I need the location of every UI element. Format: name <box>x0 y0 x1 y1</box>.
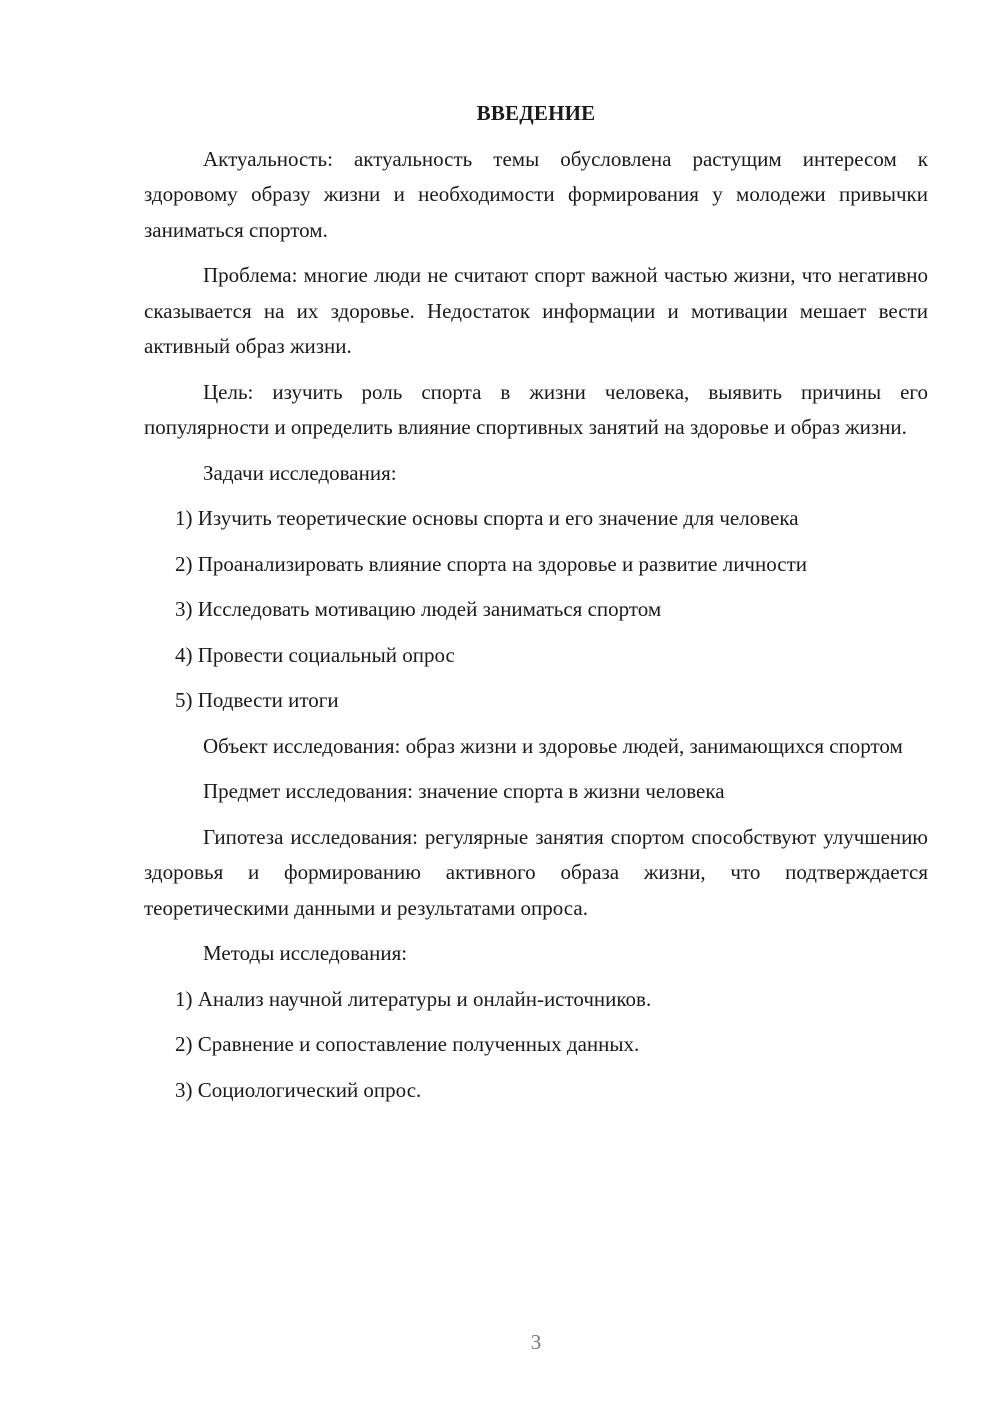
task-item: 2) Проанализировать влияние спорта на здоровье и развитие личности <box>175 551 807 576</box>
subject-paragraph: Предмет исследования: значение спорта в жизни человека <box>203 779 725 803</box>
actuality-paragraph: Актуальность: актуальность темы обусловлена растущим интересом к здоровому образу жизни и необходимости формирования у молодежи привычки заниматься спортом. <box>144 146 928 242</box>
tasks-heading: Задачи исследования: <box>203 460 397 485</box>
hypothesis-paragraph: Гипотеза исследования: регулярные занятия спортом способствуют улучшению здоровья и формированию активного образа жизни, что подтверждается теоретическими данными и результатами опроса. <box>144 824 928 920</box>
problem-paragraph: Проблема: многие люди не считают спорт важной частью жизни, что негативно сказывается на их здоровье. Недостаток информации и мотивации мешает вести активный образ жизни. <box>144 263 928 358</box>
goal-paragraph: Цель: изучить роль спорта в жизни человека, выявить причины его популярности и определить влияние спортивных занятий на здоровье и образ жизни. <box>144 379 928 439</box>
task-item: 4) Провести социальный опрос <box>175 642 455 667</box>
task-item: 5) Подвести итоги <box>175 688 339 712</box>
document-title: ВВЕДЕНИЕ <box>476 101 596 125</box>
method-item: 3) Социологический опрос. <box>175 1077 422 1102</box>
method-item: 1) Анализ научной литературы и онлайн-источников. <box>175 986 652 1011</box>
task-item: 1) Изучить теоретические основы спорта и его значение для человека <box>175 506 799 530</box>
task-item: 3) Исследовать мотивацию людей заниматься спортом <box>175 597 662 621</box>
document-page <box>144 96 928 1118</box>
page-number: 3 <box>530 1330 542 1354</box>
object-paragraph: Объект исследования: образ жизни и здоровье людей, занимающихся спортом <box>203 733 903 758</box>
method-item: 2) Сравнение и сопоставление полученных данных. <box>175 1032 640 1056</box>
methods-heading: Методы исследования: <box>203 941 408 965</box>
